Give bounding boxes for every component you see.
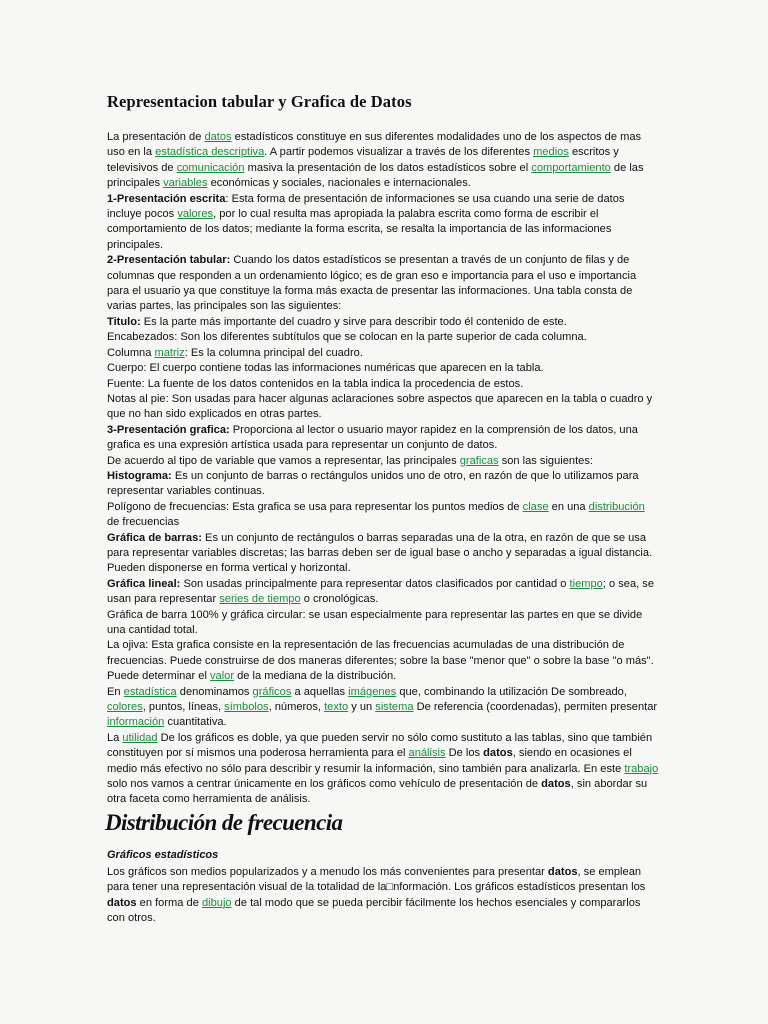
bold-term: 1-Presentación escrita (107, 192, 226, 205)
link-dibujo[interactable]: dibujo (201, 896, 232, 909)
bold-term: Histograma: (107, 469, 172, 482)
text: Son usadas principalmente para representar datos clasificados por cantidad o (180, 577, 570, 590)
paragraph-grafica-lineal (107, 577, 660, 608)
text: escritos y televisivos de (107, 146, 619, 174)
text: económicas y sociales, nacionales e internacionales. (207, 177, 471, 190)
text: La ojiva: Esta grafica consiste en la representación de las frecuencias acumuladas de una distribución de frecuencias. Puede construirse de dos maneras diferentes; sobre la base "menor que" o sobre la base "o más". Puede determinar el (107, 639, 654, 683)
subsection-heading: Gráficos estadísticos (107, 848, 219, 861)
bold-term: Gráfica de barras: (107, 531, 202, 544)
link-graficos[interactable]: gráficos (252, 685, 292, 698)
bold-term: datos (107, 896, 137, 909)
text: , se emplean para tener una representación visual de la totalidad de la□nformación. Los gráficos estadísticos presentan los (107, 865, 646, 894)
bold-term: datos (541, 778, 571, 791)
bold-term: Gráfica lineal: (107, 577, 181, 590)
paragraph-intro (107, 130, 660, 192)
text: en forma de (136, 896, 202, 909)
text: Es un conjunto de rectángulos o barras separadas una de la otra, en razón de que se usa para representar variables discretas; las barras deben ser de igual base o ancho y separadas a igual distancia. Pueden disponerse en forma vertical y horizontal. (107, 531, 653, 575)
paragraph-encabezados: Encabezados: Son los diferentes subtítulos que se colocan en la parte superior de cada columna. (107, 331, 587, 344)
text: , números, (268, 701, 325, 714)
text: Polígono de frecuencias: Esta grafica se usa para representar los puntos medios de (107, 500, 523, 513)
text: En (107, 685, 124, 698)
link-medios[interactable]: medios (533, 146, 569, 159)
document-body (107, 130, 660, 927)
link-analisis[interactable]: análisis (408, 747, 446, 760)
paragraph-presentacion-escrita (107, 192, 660, 254)
link-utilidad[interactable]: utilidad (122, 731, 158, 744)
text: Es la parte más importante del cuadro y sirve para describir todo él contenido de este. (140, 315, 567, 328)
text: en una (548, 500, 589, 513)
text: masiva la presentación de los datos estadísticos sobre el (244, 161, 532, 174)
text: , puntos, líneas, (142, 701, 225, 714)
text: a aquellas (291, 685, 349, 698)
paragraph-titulo (107, 315, 660, 330)
link-colores[interactable]: colores (107, 701, 143, 714)
link-series-de-tiempo[interactable]: series de tiempo (219, 593, 301, 606)
paragraph-tipos-graficas (107, 454, 660, 469)
link-valores[interactable]: valores (177, 208, 214, 221)
link-variables[interactable]: variables (163, 177, 208, 190)
link-matriz[interactable]: matriz (154, 346, 185, 359)
link-sistema[interactable]: sistema (375, 701, 414, 714)
link-simbolos[interactable]: símbolos (224, 701, 269, 714)
text: Proporciona al lector o usuario mayor rapidez en la comprensión de los datos, una grafica es una expresión artística usada para representar un conjunto de datos. (107, 423, 638, 452)
link-informacion[interactable]: información (107, 716, 165, 729)
link-valor[interactable]: valor (210, 670, 235, 683)
text: o cronológicas. (300, 593, 379, 606)
link-datos[interactable]: datos (204, 131, 232, 143)
paragraph-grafica-circular: Gráfica de barra 100% y gráfica circular: se usan especialmente para representar las partes en que se divide una cantidad total. (107, 608, 643, 636)
text: denominamos (176, 685, 253, 698)
paragraph-graficos-definicion (107, 685, 660, 731)
text: La (107, 731, 123, 744)
text: . A partir podemos visualizar a través de los diferentes (264, 146, 534, 159)
text: de las principales (107, 161, 644, 190)
text: La presentación de (107, 131, 205, 143)
link-distribucion[interactable]: distribución (588, 500, 645, 513)
link-tiempo[interactable]: tiempo (569, 577, 603, 590)
link-comunicacion[interactable]: comunicación (176, 161, 245, 174)
text: : Es la columna principal del cuadro. (184, 346, 363, 359)
text: De los (445, 747, 484, 760)
text: , sin abordar su otra faceta como herramienta de análisis. (107, 778, 648, 806)
paragraph-columna-matriz (107, 346, 660, 361)
paragraph-presentacion-grafica (107, 423, 660, 454)
paragraph-utilidad (107, 731, 660, 808)
paragraph-presentacion-tabular (107, 253, 660, 315)
text: estadísticos constituye en sus diferentes modalidades uno de los aspectos de mas uso en la (107, 131, 642, 159)
link-estadistica-descriptiva[interactable]: estadística descriptiva (155, 146, 265, 159)
link-trabajo[interactable]: trabajo (624, 762, 659, 775)
paragraph-fuente: Fuente: La fuente de los datos contenidos en la tabla indica la procedencia de estos. (107, 377, 524, 390)
text: Los gráficos son medios popularizados y a menudo los más convenientes para presentar (107, 865, 548, 878)
link-graficas[interactable]: graficas (459, 454, 499, 467)
paragraph-ojiva (107, 638, 660, 684)
text: Cuando los datos estadísticos se presentan a través de un conjunto de filas y de columnas que responden a un ordenamiento lógico; es de gran eso e importancia para el uso e importancia para el usuario ya que constituye la forma más exacta de presentar las informaciones. Una tabla consta de varias partes, las principales son las siguientes: (107, 254, 637, 313)
paragraph-cuerpo: Cuerpo: El cuerpo contiene todas las informaciones numéricas que aparecen en la tabla. (107, 362, 544, 375)
paragraph-graficos-estadisticos (107, 865, 660, 927)
text: Es un conjunto de barras o rectángulos unidos uno de otro, en razón de que lo utilizamos para representar variables continuas. (107, 469, 639, 498)
text: que, combinando la utilización De sombreado, (396, 685, 627, 698)
text: solo nos vamos a centrar únicamente en los gráficos como vehículo de presentación de (107, 778, 542, 791)
text: : Esta forma de presentación de informaciones se usa cuando una serie de datos incluye pocos (107, 192, 625, 221)
bold-term: 3-Presentación grafica: (107, 423, 230, 436)
section-heading: Distribución de frecuencia (105, 809, 343, 835)
bold-term: datos (483, 747, 513, 760)
link-texto[interactable]: texto (324, 701, 349, 714)
paragraph-notas-pie: Notas al pie: Son usadas para hacer algunas aclaraciones sobre aspectos que aparecen en la tabla o cuadro y que no han sido explicados en otras partes. (107, 392, 653, 421)
text: y un (348, 701, 376, 714)
text: De referencia (coordenadas), permiten presentar (413, 701, 658, 714)
bold-term: 2-Presentación tabular: (107, 254, 231, 267)
paragraph-histograma (107, 469, 660, 500)
bold-term: datos (547, 865, 578, 878)
text: , siendo en ocasiones el medio más efectivo no sólo para describir y resumir la información, sino también para analizarla. En este (107, 747, 632, 775)
document-title: Representacion tabular y Grafica de Datos (107, 92, 412, 111)
text: de frecuencias (107, 516, 180, 529)
text: cuantitativa. (164, 716, 227, 729)
paragraph-poligono (107, 500, 660, 531)
link-comportamiento[interactable]: comportamiento (531, 161, 611, 174)
bold-term: Titulo: (107, 315, 141, 328)
text: de tal modo que se pueda percibir fácilmente los hechos esenciales y compararlos con otros. (107, 896, 641, 925)
link-estadistica[interactable]: estadística (123, 685, 177, 698)
link-imagenes[interactable]: imágenes (348, 685, 397, 698)
text: De los gráficos es doble, ya que pueden servir no sólo como sustituto a las tablas, sino que también constituyen por sí mismos una poderosa herramienta para el (107, 731, 653, 760)
text: , por lo cual resulta mas apropiada la palabra escrita como forma de escribir el comportamiento de los datos; mediante la forma escrita, se resalta la importancia de las informaciones principales. (107, 208, 612, 251)
link-clase[interactable]: clase (522, 500, 549, 513)
text: son las siguientes: (498, 454, 593, 467)
text: De acuerdo al tipo de variable que vamos a representar, las principales (107, 454, 460, 467)
text: Columna (107, 346, 155, 359)
paragraph-grafica-barras (107, 531, 660, 577)
text: ; o sea, se usan para representar (107, 577, 655, 606)
text: de la mediana de la distribución. (234, 670, 397, 683)
